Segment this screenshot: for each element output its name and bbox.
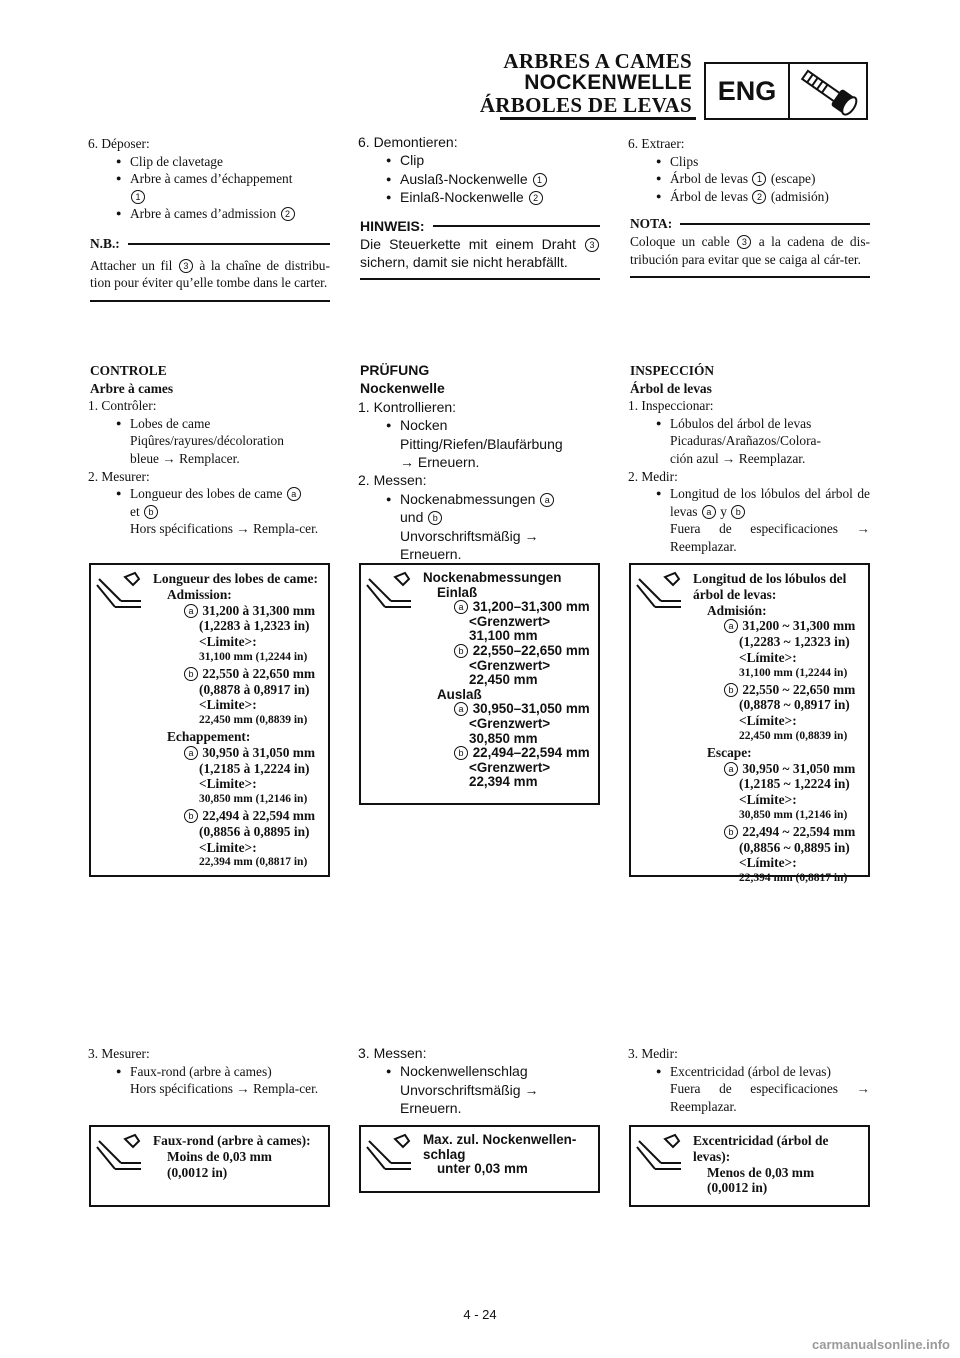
es-exhaust-b-in: (0,8856 ~ 0,8895 in) [739, 839, 850, 855]
callout-2: 2 [529, 191, 543, 205]
fr-spec-box [89, 563, 330, 877]
fr-control-title: CONTROLE [90, 363, 167, 378]
de-note-text: Die Steuerkette mit einem Draht 3 sichern, damit sie nicht herabfällt. [360, 235, 600, 272]
de-note-rule [360, 278, 600, 280]
de-step2-oos1: Unvorschriftsmäßig → [400, 527, 539, 544]
es-runout-box [629, 1125, 870, 1207]
callout-1: 1 [131, 190, 145, 204]
es-step3-title: 3. Medir: [628, 1046, 678, 1061]
wrench-icon [635, 571, 685, 621]
wrench-icon [95, 1133, 145, 1183]
callout-2: 2 [752, 190, 766, 204]
fr-spec-content [153, 571, 322, 871]
de-control-title: PRÜFUNG [360, 362, 430, 378]
de-exhaust-b: b 22,494–22,594 mm [423, 746, 592, 761]
wrench-icon [95, 571, 145, 621]
es-spec-content [693, 571, 862, 887]
de-control-subtitle: Nockenwelle [360, 380, 445, 397]
fr-intake-a-limit: 31,100 mm (1,2244 in) [199, 650, 308, 663]
es-spec-title: Longitud de los lóbulos del árbol de levas: [693, 571, 847, 602]
fr-limit-label: <Limite>: [199, 634, 257, 650]
fr-step6-item3: ● Arbre à cames d’admission 2 [90, 205, 330, 223]
fr-control-subtitle: Arbre à cames [90, 380, 174, 396]
eng-label: ENG [706, 64, 790, 118]
es-step6-item1: ● Clips [630, 153, 870, 171]
de-exhaust-a: a 30,950–31,050 mm [423, 702, 592, 717]
de-intake-b: b 22,550–22,650 mm [423, 644, 592, 659]
de-step6-title: 6. Demontieren: [358, 134, 458, 150]
fr-exhaust-a-in: (1,2185 à 1,2224 in) [199, 760, 310, 776]
es-control-title: INSPECCIÓN [630, 363, 715, 378]
fr-step3-item1: ● Faux-rond (arbre à cames) [90, 1063, 330, 1081]
fr-runout-title: Faux-rond (arbre à cames): [153, 1133, 311, 1148]
fr-intake-a-in: (1,2283 à 1,2323 in) [199, 618, 310, 634]
es-note-rule [630, 276, 870, 278]
page-number: 4 - 24 [463, 1307, 497, 1322]
de-section-runout [360, 1044, 600, 1118]
de-step1-title: 1. Kontrollieren: [358, 398, 457, 415]
de-step6-item2: ● Auslaß-Nockenwelle 1 [360, 170, 600, 188]
fr-runout-box [89, 1125, 330, 1207]
es-intake-a-in: (1,2283 ~ 1,2323 in) [739, 634, 850, 650]
fr-exhaust-label: Echappement: [167, 728, 251, 744]
es-runout-content [693, 1133, 862, 1196]
es-step3-oos: Fuera de especificaciones → Reemplazar. [670, 1081, 870, 1114]
de-runout-content [423, 1133, 592, 1177]
es-intake-b-limit: 22,450 mm (0,8839 in) [739, 729, 848, 742]
de-step3-title: 3. Messen: [358, 1045, 427, 1061]
es-step2-item1: ● Longitud de los lóbulos del árbol de levas a y b [630, 485, 870, 520]
fr-intake-a: a 31,200 à 31,300 mm [153, 603, 322, 619]
header-title-de: NOCKENWELLE [524, 71, 692, 94]
header-title-es: ÁRBOLES DE LEVAS [479, 93, 692, 117]
de-runout-title: Max. zul. Nockenwellen-schlag [423, 1132, 577, 1162]
callout-1: 1 [752, 172, 766, 186]
de-spec-title: Nockenabmessungen [423, 570, 562, 585]
callout-3: 3 [585, 238, 599, 252]
es-limit-label: <Límite>: [739, 792, 797, 808]
fr-limit-label: <Limite>: [199, 839, 257, 855]
fr-note-text: Attacher un fil 3 à la chaîne de distribu-tion pour éviter qu’elle tombe dans le carter. [90, 257, 330, 291]
es-step1-desc2: ción azul → Reemplazar. [670, 450, 806, 466]
es-note-text: Coloque un cable 3 a la cadena de dis-tribución para evitar que se caiga al cár-ter. [630, 233, 870, 267]
fr-runout-content [153, 1133, 322, 1180]
camshaft-icon [790, 64, 866, 118]
es-runout-value: Menos de 0,03 mm [707, 1164, 815, 1180]
es-intake-a: a 31,200 ~ 31,300 mm [693, 618, 862, 634]
fr-section-inspect [90, 362, 330, 538]
fr-exhaust-b: b 22,494 à 22,594 mm [153, 808, 322, 824]
es-intake-label: Admisión: [707, 602, 767, 618]
fr-note-header: N.B.: [90, 235, 330, 253]
de-intake-b-limit: 22,450 mm [469, 672, 538, 688]
de-step1-desc1: Pitting/Riefen/Blaufärbung [400, 435, 563, 452]
de-spec-box [359, 563, 600, 805]
es-step6-item2: ● Árbol de levas 1 (escape) [630, 170, 870, 188]
fr-runout-value: Moins de 0,03 mm [167, 1148, 272, 1164]
de-step1-item1: ● Nocken [360, 416, 600, 434]
fr-step1-item1: ● Lobes de came [90, 415, 330, 433]
fr-step6-item2: ● Arbre à cames d’échappement 1 [90, 170, 330, 205]
es-intake-a-limit: 31,100 mm (1,2244 in) [739, 666, 848, 679]
es-step1-title: 1. Inspeccionar: [628, 398, 714, 414]
de-step6-item3: ● Einlaß-Nockenwelle 2 [360, 188, 600, 206]
es-exhaust-a-in: (1,2185 ~ 1,2224 in) [739, 776, 850, 792]
es-step6-title: 6. Extraer: [628, 136, 685, 151]
es-intake-b: b 22,550 ~ 22,650 mm [693, 682, 862, 698]
es-step2-oos: Fuera de especificaciones → Reemplazar. [670, 521, 870, 554]
es-step1-item1: ● Lóbulos del árbol de levas [630, 415, 870, 433]
de-limit-label: <Grenzwert> [469, 657, 551, 673]
fr-exhaust-a-limit: 30,850 mm (1,2146 in) [199, 793, 308, 806]
es-limit-label: <Límite>: [739, 855, 797, 871]
de-step1-desc2: → Erneuern. [400, 454, 480, 471]
de-limit-label: <Grenzwert> [469, 715, 551, 731]
fr-section-runout [90, 1045, 330, 1098]
es-limit-label: <Límite>: [739, 649, 797, 665]
fr-intake-b-limit: 22,450 mm (0,8839 in) [199, 714, 308, 727]
fr-runout-value-in: (0,0012 in) [167, 1164, 228, 1180]
fr-limit-label: <Limite>: [199, 776, 257, 792]
fr-limit-label: <Limite>: [199, 697, 257, 713]
fr-step1-title: 1. Contrôler: [88, 398, 157, 414]
fr-intake-b-in: (0,8878 à 0,8917 in) [199, 681, 310, 697]
es-runout-title: Excentricidad (árbol de levas): [693, 1133, 829, 1164]
fr-exhaust-b-limit: 22,394 mm (0,8817 in) [199, 856, 308, 869]
de-intake-a: a 31,200–31,300 mm [423, 600, 592, 615]
de-runout-value: unter 0,03 mm [437, 1161, 528, 1177]
es-step3-item1: ● Excentricidad (árbol de levas) [630, 1063, 870, 1081]
de-step6-item1: ● Clip [360, 151, 600, 169]
es-exhaust-b-limit: 22,394 mm (0,8817 in) [739, 872, 848, 885]
wrench-icon [635, 1133, 685, 1183]
callout-3: 3 [737, 235, 751, 249]
de-step3-oos2: Erneuern. [400, 1100, 462, 1117]
fr-step2-oos: Hors spécifications → Rempla-cer. [130, 521, 319, 537]
fr-step6-item1: ● Clip de clavetage [90, 153, 330, 171]
fr-exhaust-a: a 30,950 à 31,050 mm [153, 745, 322, 761]
header-rule [500, 117, 696, 120]
fr-intake-b: b 22,550 à 22,650 mm [153, 666, 322, 682]
de-step3-item1: ● Nockenwellenschlag [360, 1062, 600, 1080]
eng-badge [704, 62, 868, 120]
de-limit-label: <Grenzwert> [469, 759, 551, 775]
es-section-runout [630, 1045, 870, 1115]
es-step6-item3: ● Árbol de levas 2 (admisión) [630, 188, 870, 206]
fr-spec-title: Longueur des lobes de came: [153, 571, 318, 586]
es-section-inspect [630, 362, 870, 556]
de-limit-label: <Grenzwert> [469, 613, 551, 629]
fr-section-remove [90, 135, 330, 302]
de-intake-a-limit: 31,100 mm [469, 628, 538, 644]
es-exhaust-b: b 22,494 ~ 22,594 mm [693, 824, 862, 840]
wrench-icon [365, 1133, 415, 1183]
de-section-remove [360, 133, 600, 280]
fr-step1-desc2: bleue → Remplacer. [130, 450, 240, 466]
es-section-remove [630, 135, 870, 278]
de-note-header: HINWEIS: [360, 217, 600, 235]
de-runout-box [359, 1125, 600, 1193]
es-step1-desc1: Picaduras/Arañazos/Colora- [670, 433, 821, 449]
wrench-icon [365, 571, 415, 621]
fr-intake-label: Admission: [167, 586, 232, 602]
fr-note-rule [90, 300, 330, 302]
fr-step2-item1: ● Longueur des lobes de came a et b [90, 485, 330, 520]
fr-exhaust-b-in: (0,8856 à 0,8895 in) [199, 823, 310, 839]
callout-2: 2 [281, 207, 295, 221]
es-control-subtitle: Árbol de levas [630, 380, 712, 396]
de-exhaust-b-limit: 22,394 mm [469, 774, 538, 790]
callout-3: 3 [179, 259, 193, 273]
es-exhaust-a-limit: 30,850 mm (1,2146 in) [739, 808, 848, 821]
fr-step3-oos: Hors spécifications → Rempla-cer. [130, 1081, 319, 1097]
de-exhaust-label: Auslaß [437, 686, 482, 702]
es-exhaust-a: a 30,950 ~ 31,050 mm [693, 761, 862, 777]
de-exhaust-a-limit: 30,850 mm [469, 730, 538, 746]
es-step2-title: 2. Medir: [628, 468, 678, 484]
callout-1: 1 [533, 173, 547, 187]
watermark: carmanualsonline.info [812, 1337, 950, 1352]
es-intake-b-in: (0,8878 ~ 0,8917 in) [739, 697, 850, 713]
es-exhaust-label: Escape: [707, 744, 752, 760]
fr-step6-title: 6. Déposer: [88, 136, 150, 151]
fr-step2-title: 2. Mesurer: [88, 468, 150, 484]
de-intake-label: Einlaß [437, 584, 478, 600]
de-step2-oos2: Erneuern. [400, 546, 462, 563]
de-section-inspect [360, 361, 600, 563]
es-runout-value-in: (0,0012 in) [707, 1180, 768, 1196]
de-step2-title: 2. Messen: [358, 472, 427, 489]
fr-step3-title: 3. Mesurer: [88, 1046, 150, 1061]
es-spec-box [629, 563, 870, 885]
es-note-header: NOTA: [630, 215, 870, 233]
de-step2-item1: ● Nockenabmessungen a und b [360, 490, 600, 527]
fr-step1-desc1: Piqûres/rayures/décoloration [130, 433, 284, 449]
es-limit-label: <Límite>: [739, 713, 797, 729]
de-spec-content [423, 571, 592, 790]
de-step3-oos1: Unvorschriftsmäßig → [400, 1081, 539, 1098]
header-title-fr: ARBRES A CAMES [503, 49, 692, 73]
